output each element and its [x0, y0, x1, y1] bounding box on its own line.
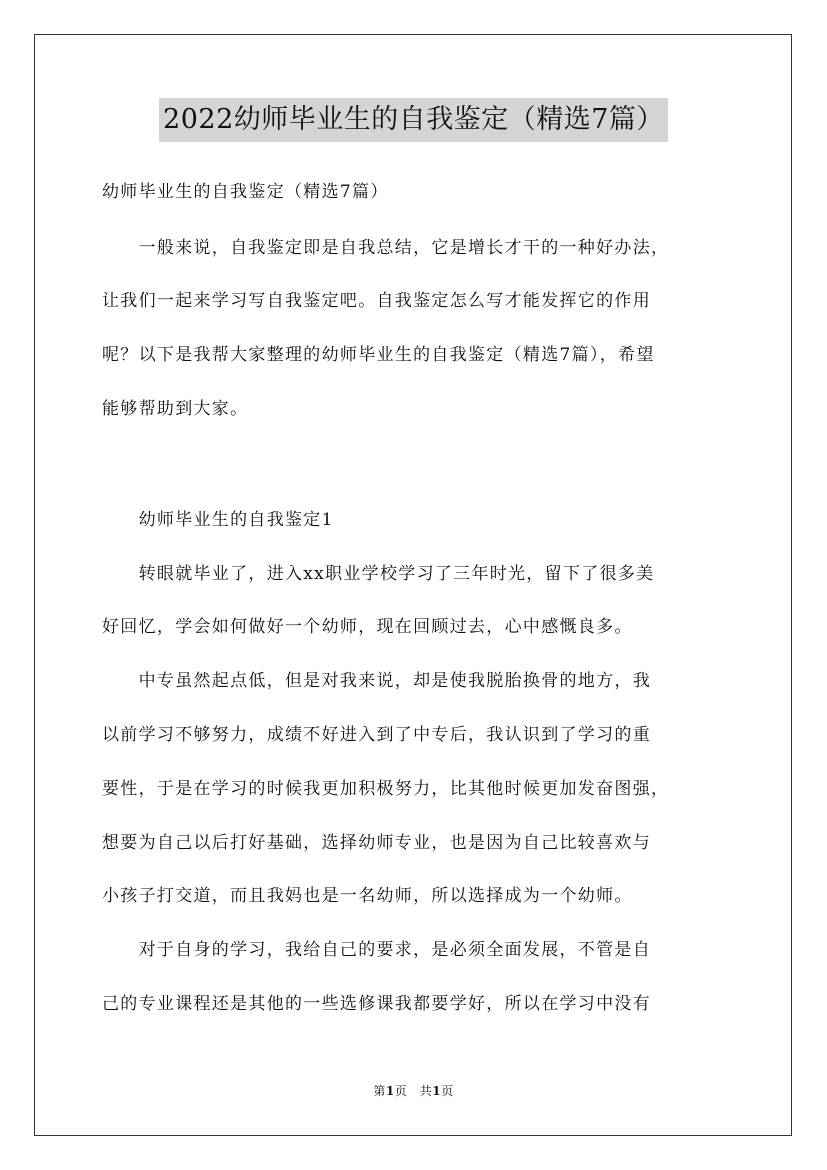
- intro-line: 一般来说，自我鉴定即是自我总结，它是增长才干的一种好办法，: [102, 238, 670, 258]
- body-line: 好回忆，学会如何做好一个幼师，现在回顾过去，心中感慨良多。: [102, 617, 633, 637]
- section-heading: 幼师毕业生的自我鉴定1: [102, 510, 334, 530]
- body-line: 以前学习不够努力，成绩不好进入到了中专后，我认识到了学习的重: [102, 725, 651, 745]
- footer-text: 第: [373, 1084, 386, 1098]
- footer-page-number: 1: [385, 1084, 395, 1098]
- body-line: 想要为自己以后打好基础，选择幼师专业，也是因为自己比较喜欢与: [102, 833, 651, 853]
- intro-line: 呢？以下是我帮大家整理的幼师毕业生的自我鉴定（精选7篇），希望: [102, 345, 655, 365]
- body-line: 对于自身的学习，我给自己的要求，是必须全面发展，不管是自: [102, 940, 651, 960]
- footer-page-total: 1: [432, 1084, 442, 1098]
- document-title: 2022幼师毕业生的自我鉴定（精选7篇）: [159, 98, 668, 142]
- intro-line: 让我们一起来学习写自我鉴定吧。自我鉴定怎么写才能发挥它的作用: [102, 291, 651, 311]
- body-line: 转眼就毕业了，进入xx职业学校学习了三年时光，留下了很多美: [102, 564, 655, 584]
- body-line: 要性，于是在学习的时候我更加积极努力，比其他时候更加发奋图强，: [102, 779, 670, 799]
- footer-text: 页: [441, 1084, 454, 1098]
- page-footer: [0, 1082, 827, 1099]
- title-container: [0, 98, 827, 142]
- intro-line: 能够帮助到大家。: [102, 399, 249, 419]
- footer-text: 页 共: [394, 1084, 433, 1098]
- body-line: 小孩子打交道，而且我妈也是一名幼师，所以选择成为一个幼师。: [102, 886, 633, 906]
- document-subtitle: 幼师毕业生的自我鉴定（精选7篇）: [102, 182, 389, 202]
- body-line: 中专虽然起点低，但是对我来说，却是使我脱胎换骨的地方，我: [102, 671, 651, 691]
- body-line: 己的专业课程还是其他的一些选修课我都要学好，所以在学习中没有: [102, 994, 651, 1014]
